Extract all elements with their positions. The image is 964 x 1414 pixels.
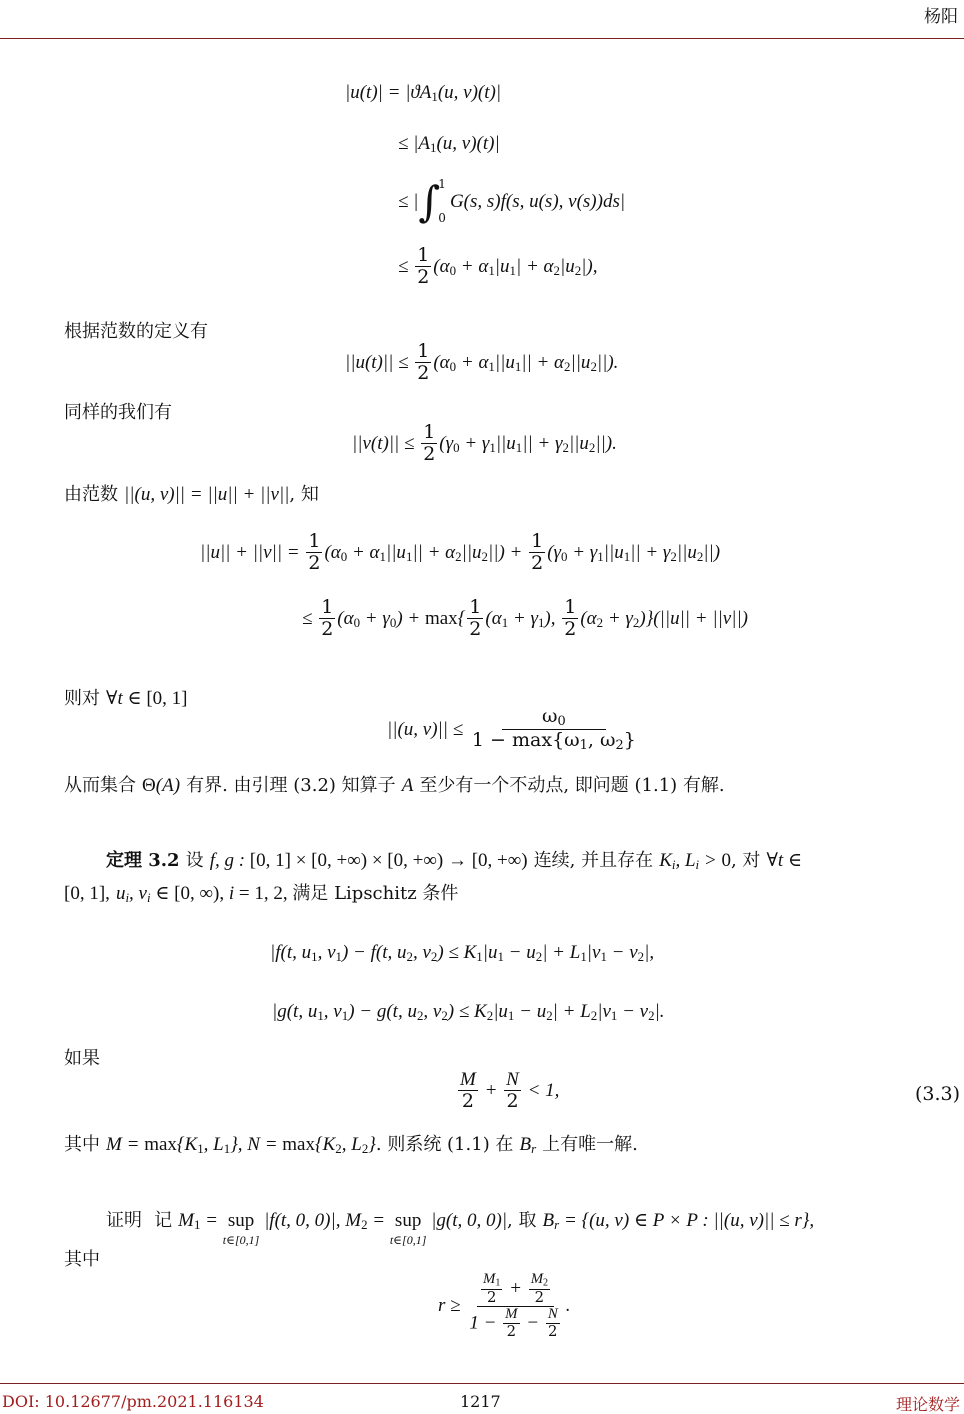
text-if: 如果 <box>64 1048 100 1069</box>
text-similarly: 同样的我们有 <box>64 402 172 423</box>
footer-rule <box>0 1383 964 1384</box>
proof-line1: 证明 记 $M_1$ = sup t∈[0,1] |f(t, 0, 0)|, $M_2$ = sup t∈[0,1] |g(t, 0, 0)|, 取 $B_r = \{(u$, v) ∈ P × P : ||(u, v)|| ≤ r}, <box>106 1210 815 1247</box>
eq-u-line2: ≤ $|A_1(u$, v)(t)| <box>398 133 500 156</box>
proof-label: 证明 <box>106 1210 142 1231</box>
equation-number: (3.3) <box>914 1083 960 1105</box>
text-where-mn: 其中 $M = \max\{K_1$, $L_1$}, $N = \max\{K_2$, $L_2$}. 则系统 (1.1) 在 $B_r$ 上有唯一解. <box>64 1134 638 1157</box>
eq-lipschitz-g: |g(t, $u_1$, $v_1) - g(t$, $u_2$, $v_2) \le K_2|u_1 - u_2| + L_2|v_1 - v_2|$. <box>272 1001 665 1024</box>
eq-sum-line2: ≤ $\frac{1}{2}$ $(\alpha_0 + \gamma_0) + \max${ $\frac{1}{2}$ $(\alpha_1 + \gamma_1)$, $\frac{1}{2}$ $(\alpha_2 + \gamma_2)\}(||u|| + ||v||)$ <box>302 596 748 640</box>
eq-sum-line1: ||u|| + ||v|| = $\frac{1}{2}$ $(\alpha_0 + \alpha_1||u_1|| + \alpha_2||u_2||)$ + $\frac{1}{2}$ $(\gamma_0 + \gamma_1||u_1|| + \gamma_2||u_2||)$ <box>200 530 721 574</box>
footer-page-number: 1217 <box>460 1392 501 1411</box>
theorem-label: 定理 3.2 <box>106 850 180 871</box>
eq-3-3: $\frac{M}{2}$ + $\frac{N}{2}$ < 1, <box>460 1069 560 1112</box>
eq-norm-u: ||u(t)|| ≤ $\frac{1}{2}$ $(\alpha_0 + \alpha_1||u_1|| + \alpha_2||u_2||)$. <box>345 340 619 384</box>
text-norm-definition: 根据范数的定义有 <box>64 321 208 342</box>
eq-r-bound: r ≥ $\frac{M_1}{2}$ + $\frac{M_2}{2}$ 1 − $\frac{M}{2}$ − $\frac{N}{2}$ . <box>438 1271 571 1340</box>
eq-bound: ||(u, v)|| ≤ $\omega_0$ $1 - \max\{\omega_1$, $\omega_2$} <box>387 705 636 753</box>
eq-u-line4: ≤ $\frac{1}{2}$ $(\alpha_0 + \alpha_1|u_1| + \alpha_2|u_2|)$, <box>398 244 598 288</box>
header-rule <box>0 38 964 39</box>
text-by-norm: 由范数 ||(u, v)|| = ||u|| + ||v||, 知 <box>64 484 319 505</box>
text-conclusion: 从而集合 Θ(A) 有界. 由引理 (3.2) 知算子 A 至少有一个不动点, 即问题 (1.1) 有解. <box>64 775 725 796</box>
text-where2: 其中 <box>64 1249 100 1270</box>
footer-journal: 理论数学 <box>895 1395 960 1414</box>
eq-lipschitz-f: |f(t, $u_1$, $v_1) - f(t$, $u_2$, $v_2) \le K_1|u_1 - u_2| + L_1|v_1 - v_2|$, <box>270 942 655 965</box>
eq-u-line3: ≤ |∫ 1 0 G(s, s)f(s, u(s), v(s))ds| <box>398 177 626 226</box>
eq-norm-v: ||v(t)|| ≤ $\frac{1}{2}$ $(\gamma_0 + \gamma_1||u_1|| + \gamma_2||u_2||)$. <box>352 421 617 465</box>
footer-doi: DOI: 10.12677/pm.2021.116134 <box>2 1392 264 1411</box>
text-then-for: 则对 ∀t ∈ [0, 1] <box>64 688 188 709</box>
running-header-author: 杨阳 <box>924 7 958 27</box>
theorem-3-2-statement-line1: 定理 3.2 设 f, g : [0, 1] × [0, +∞) × [0, +∞) → [0, +∞) 连续, 并且存在 $K_i$, $L_i > 0$, 对 ∀t ∈ <box>106 850 803 873</box>
theorem-3-2-statement-line2: [0, 1], $u_i$, $v_i$ ∈ [0, ∞), i = 1, 2, 满足 Lipschitz 条件 <box>64 883 459 906</box>
eq-u-line1: $|u(t)| = |ϑA_1(u$, v)(t)| <box>345 82 502 105</box>
